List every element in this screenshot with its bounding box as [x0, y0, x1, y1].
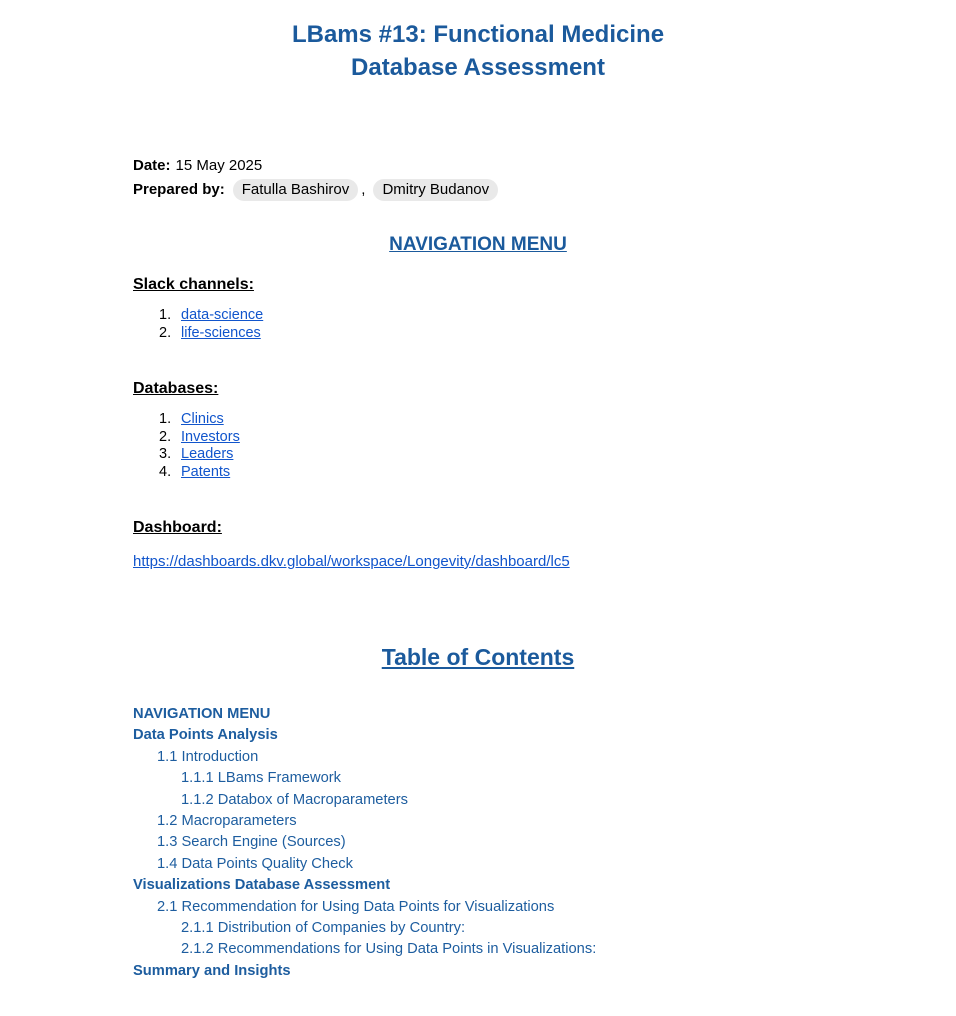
document-page: [0, 18, 956, 1016]
list-item: [159, 464, 956, 482]
list-item: [159, 307, 956, 325]
toc-entry[interactable]: NAVIGATION MENU: [133, 706, 271, 722]
slack-link-life-sciences[interactable]: life-sciences: [181, 324, 261, 341]
table-of-contents-heading: Table of Contents: [381, 644, 575, 670]
list-item: [159, 325, 956, 343]
list-item: [159, 446, 956, 464]
date-value: 15 May 2025: [175, 157, 263, 174]
date-line: [133, 154, 956, 178]
slack-link-data-science[interactable]: data-science: [181, 307, 264, 323]
database-link-clinics[interactable]: Clinics: [181, 411, 224, 427]
toc-entry[interactable]: 1.1 Introduction: [157, 748, 259, 765]
slack-channels-list: [159, 307, 956, 342]
toc-entry[interactable]: 2.1.2 Recommendations for Using Data Points in Visualizations:: [181, 941, 597, 958]
list-number: 2.: [159, 428, 172, 445]
prepared-by-line: [133, 178, 956, 202]
author-chip[interactable]: Fatulla Bashirov: [233, 179, 359, 201]
databases-list: [159, 411, 956, 481]
database-link-investors[interactable]: Investors: [181, 428, 240, 445]
databases-heading: Databases:: [133, 380, 219, 397]
database-link-patents[interactable]: Patents: [181, 463, 231, 480]
toc-entry[interactable]: Data Points Analysis: [133, 727, 278, 744]
navigation-menu-heading: NAVIGATION MENU: [389, 234, 567, 255]
list-number: 1.: [159, 307, 172, 323]
toc-entry[interactable]: 1.1.2 Databox of Macroparameters: [181, 791, 408, 808]
meta-block: [133, 154, 956, 202]
prepared-by-label: Prepared by:: [133, 181, 225, 198]
list-number: 2.: [159, 324, 172, 341]
toc-entry[interactable]: 2.1 Recommendation for Using Data Points for Visualizations: [157, 898, 555, 915]
author-separator: ,: [361, 181, 366, 198]
toc-entry[interactable]: 1.1.1 LBams Framework: [181, 770, 341, 787]
dashboard-link[interactable]: https://dashboards.dkv.global/workspace/Longevity/dashboard/lc5: [133, 553, 570, 570]
toc-entry[interactable]: Visualizations Database Assessment: [133, 877, 391, 894]
list-item: [159, 411, 956, 429]
toc-entry[interactable]: 1.4 Data Points Quality Check: [157, 855, 353, 872]
list-item: [159, 429, 956, 447]
list-number: 4.: [159, 463, 172, 480]
date-label: Date:: [133, 157, 171, 174]
toc-entry[interactable]: 1.2 Macroparameters: [157, 813, 297, 830]
list-number: 1.: [159, 411, 172, 427]
database-link-leaders[interactable]: Leaders: [181, 446, 234, 462]
document-title: LBams #13: Functional Medicine Database Assessment: [291, 21, 665, 81]
slack-channels-heading: Slack channels:: [133, 276, 254, 293]
toc-entry[interactable]: 2.1.1 Distribution of Companies by Country:: [181, 920, 466, 937]
author-chip[interactable]: Dmitry Budanov: [373, 179, 498, 201]
dashboard-heading: Dashboard:: [133, 519, 222, 536]
table-of-contents: [133, 704, 956, 982]
toc-entry[interactable]: 1.3 Search Engine (Sources): [157, 834, 346, 851]
list-number: 3.: [159, 446, 172, 462]
toc-entry[interactable]: Summary and Insights: [133, 962, 291, 979]
dashboard-url-line: [133, 552, 956, 572]
